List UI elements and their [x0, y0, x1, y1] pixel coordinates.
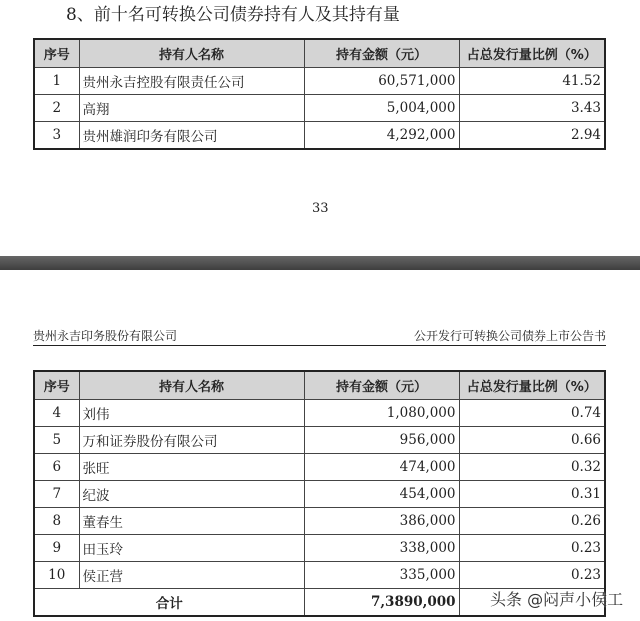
row-amount: 474,000	[304, 454, 459, 481]
row-holder: 侯正营	[79, 562, 304, 589]
col-index: 序号	[34, 371, 79, 400]
table-row	[34, 400, 605, 427]
row-ratio: 0.23	[459, 562, 605, 589]
table-row	[34, 535, 605, 562]
row-holder: 张旺	[79, 454, 304, 481]
row-ratio: 3.43	[459, 95, 605, 122]
total-amount: 7,3890,000	[304, 589, 459, 617]
row-index: 3	[34, 122, 79, 150]
row-amount: 454,000	[304, 481, 459, 508]
table-row	[34, 68, 605, 95]
row-holder: 贵州雄润印务有限公司	[79, 122, 304, 150]
table-row	[34, 122, 605, 150]
table-row	[34, 454, 605, 481]
row-amount: 386,000	[304, 508, 459, 535]
row-index: 4	[34, 400, 79, 427]
row-amount: 60,571,000	[304, 68, 459, 95]
row-ratio: 0.26	[459, 508, 605, 535]
row-index: 6	[34, 454, 79, 481]
row-index: 10	[34, 562, 79, 589]
holders-table-part1	[33, 38, 606, 150]
col-amount: 持有金额（元）	[304, 371, 459, 400]
row-holder: 贵州永吉控股有限责任公司	[79, 68, 304, 95]
page-separator	[0, 256, 640, 270]
row-holder: 董春生	[79, 508, 304, 535]
row-index: 8	[34, 508, 79, 535]
col-ratio: 占总发行量比例（%）	[459, 39, 605, 68]
header-left: 贵州永吉印务股份有限公司	[33, 329, 178, 343]
row-ratio: 0.23	[459, 535, 605, 562]
row-holder: 刘伟	[79, 400, 304, 427]
row-index: 2	[34, 95, 79, 122]
watermark: 头条 @闷声小侯工	[490, 590, 624, 609]
table-row	[34, 427, 605, 454]
row-index: 5	[34, 427, 79, 454]
header-right: 公开发行可转换公司债券上市公告书	[413, 329, 606, 343]
table-header	[34, 39, 605, 68]
row-ratio: 0.31	[459, 481, 605, 508]
total-label: 合计	[34, 589, 304, 617]
table-row	[34, 481, 605, 508]
table-row	[34, 95, 605, 122]
row-ratio: 2.94	[459, 122, 605, 150]
table-row	[34, 562, 605, 589]
holders-table-part2	[33, 370, 606, 617]
col-index: 序号	[34, 39, 79, 68]
row-index: 7	[34, 481, 79, 508]
row-ratio: 0.74	[459, 400, 605, 427]
row-ratio: 0.66	[459, 427, 605, 454]
header-rule	[33, 345, 606, 346]
row-ratio: 0.32	[459, 454, 605, 481]
row-holder: 纪波	[79, 481, 304, 508]
table-row	[34, 508, 605, 535]
row-index: 9	[34, 535, 79, 562]
row-holder: 高翔	[79, 95, 304, 122]
page-number: 33	[312, 201, 329, 216]
row-amount: 5,004,000	[304, 95, 459, 122]
row-ratio: 41.52	[459, 68, 605, 95]
col-holder: 持有人名称	[79, 371, 304, 400]
row-index: 1	[34, 68, 79, 95]
col-ratio: 占总发行量比例（%）	[459, 371, 605, 400]
section-title: 8、前十名可转换公司债券持有人及其持有量	[66, 5, 400, 25]
col-amount: 持有金额（元）	[304, 39, 459, 68]
table-header	[34, 371, 605, 400]
row-holder: 万和证券股份有限公司	[79, 427, 304, 454]
col-holder: 持有人名称	[79, 39, 304, 68]
row-amount: 956,000	[304, 427, 459, 454]
row-holder: 田玉玲	[79, 535, 304, 562]
row-amount: 1,080,000	[304, 400, 459, 427]
row-amount: 338,000	[304, 535, 459, 562]
row-amount: 4,292,000	[304, 122, 459, 150]
row-amount: 335,000	[304, 562, 459, 589]
